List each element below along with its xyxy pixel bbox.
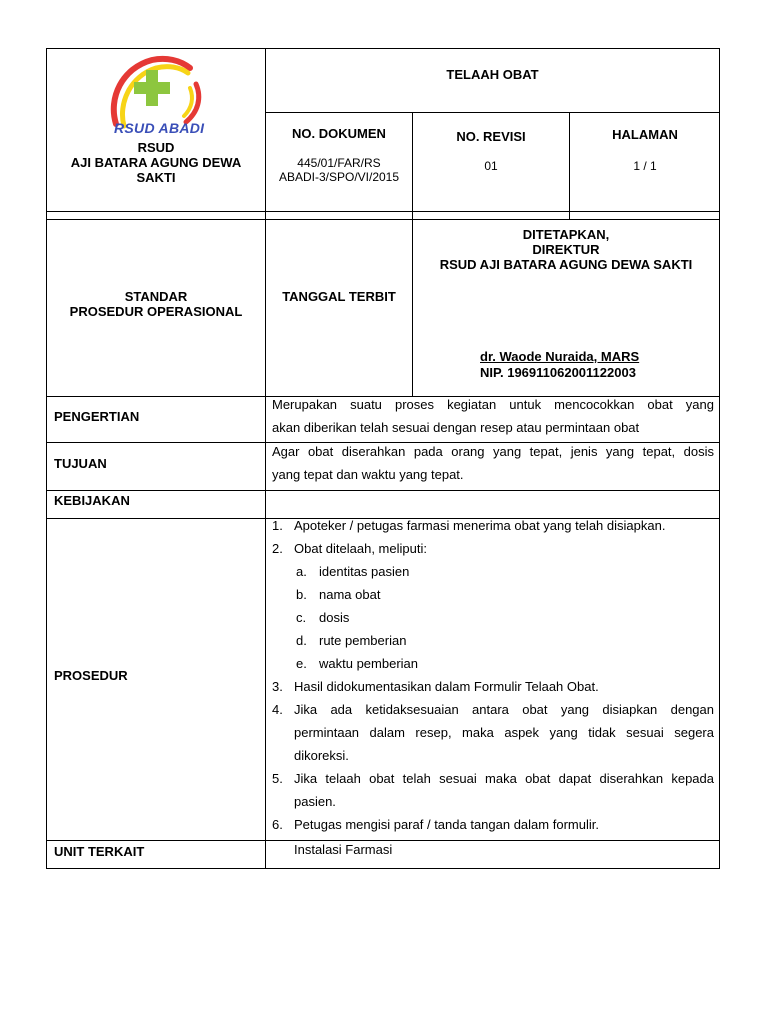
purpose-bottom-line [46, 490, 720, 491]
procedure-bottom-line [46, 840, 720, 841]
substep-text: identitas pasien [319, 564, 410, 579]
procedure-step-continuation [272, 791, 714, 813]
definition-bottom-line [46, 442, 720, 443]
definition-text-line2: akan diberikan telah sesuai dengan resep atau permintaan obat [272, 420, 640, 435]
step-text: Jika ada ketidaksesuaian antara obat yang disiapkan dengan [294, 702, 714, 717]
title-divider [265, 112, 720, 113]
procedure-step [272, 676, 714, 698]
approval-top-line [46, 219, 720, 220]
document-title: TELAAH OBAT [446, 67, 539, 82]
substep-text: waktu pemberian [319, 656, 418, 671]
table-border-top [46, 48, 720, 49]
step-text: Petugas mengisi paraf / tanda tangan dalam formulir. [294, 817, 599, 832]
hospital-name-line2: AJI BATARA AGUNG DEWA [70, 155, 242, 170]
procedure-step-continuation [272, 722, 714, 744]
substep-letter: c. [296, 610, 307, 625]
step-text: dikoreksi. [294, 748, 349, 763]
procedure-label: PROSEDUR [54, 668, 128, 683]
signer-name: dr. Waode Nuraida, MARS [480, 349, 640, 364]
procedure-substep [272, 653, 714, 675]
step-number: 1. [272, 518, 283, 533]
step-number: 3. [272, 679, 283, 694]
substep-letter: b. [296, 587, 307, 602]
purpose-text-line2: yang tepat dan waktu yang tepat. [272, 467, 464, 482]
logo-text: RSUD ABADI [114, 120, 205, 136]
step-text: Jika telaah obat telah sesuai maka obat dapat diserahkan kepada [294, 771, 714, 786]
substep-text: nama obat [319, 587, 381, 602]
policy-label: KEBIJAKAN [54, 493, 130, 508]
header-bottom-line [46, 211, 720, 212]
table-border-bottom [46, 868, 720, 869]
substep-letter: e. [296, 656, 307, 671]
issue-date-label: TANGGAL TERBIT [282, 289, 396, 304]
doc-number-value-line2: ABADI-3/SPO/VI/2015 [278, 170, 400, 184]
procedure-step [272, 538, 714, 560]
substep-text: dosis [319, 610, 350, 625]
procedure-substep [272, 607, 714, 629]
step-number: 5. [272, 771, 283, 786]
procedure-step [272, 814, 714, 836]
step-number: 2. [272, 541, 283, 556]
purpose-text-line1: Agar obat diserahkan pada orang yang tepat, jenis yang tepat, dosis [272, 444, 714, 459]
director-title: DIREKTUR [532, 242, 600, 257]
doc-number-label: NO. DOKUMEN [292, 126, 386, 141]
sop-label-line2: PROSEDUR OPERASIONAL [69, 304, 243, 319]
step-text: Hasil didokumentasikan dalam Formulir Telaah Obat. [294, 679, 599, 694]
revision-value: 01 [484, 159, 498, 173]
procedure-substep [272, 630, 714, 652]
definition-text-line1: Merupakan suatu proses kegiatan untuk mencocokkan obat yang [272, 397, 714, 412]
step-text: pasien. [294, 794, 336, 809]
revision-label: NO. REVISI [456, 129, 526, 144]
procedure-substep [272, 561, 714, 583]
page-label: HALAMAN [612, 127, 678, 142]
director-organization: RSUD AJI BATARA AGUNG DEWA SAKTI [439, 257, 693, 272]
hospital-logo [104, 54, 214, 138]
signer-nip: NIP. 196911062001122003 [480, 365, 636, 380]
substep-letter: d. [296, 633, 307, 648]
procedure-step [272, 515, 714, 537]
substep-text: rute pemberian [319, 633, 407, 648]
step-text: Obat ditelaah, meliputi: [294, 541, 427, 556]
sop-label: STANDAR [124, 289, 188, 304]
doc-number-value: 445/01/FAR/RS [297, 156, 381, 170]
step-number: 4. [272, 702, 283, 717]
hospital-name-line3: SAKTI [136, 170, 176, 185]
procedure-step-continuation [272, 745, 714, 767]
step-number: 6. [272, 817, 283, 832]
procedure-step [272, 768, 714, 790]
step-text: Apoteker / petugas farmasi menerima obat yang telah disiapkan. [294, 518, 666, 533]
set-by-label: DITETAPKAN, [522, 227, 610, 242]
related-unit-value: Instalasi Farmasi [294, 842, 393, 857]
step-text: permintaan dalam resep, maka aspek yang tidak sesuai segera [294, 725, 714, 740]
procedure-substep [272, 584, 714, 606]
substep-letter: a. [296, 564, 307, 579]
purpose-label: TUJUAN [54, 456, 107, 471]
procedure-step [272, 699, 714, 721]
related-unit-label: UNIT TERKAIT [54, 844, 145, 859]
definition-label: PENGERTIAN [54, 409, 140, 424]
hospital-name: RSUD [137, 140, 175, 155]
page-value: 1 / 1 [633, 159, 657, 173]
